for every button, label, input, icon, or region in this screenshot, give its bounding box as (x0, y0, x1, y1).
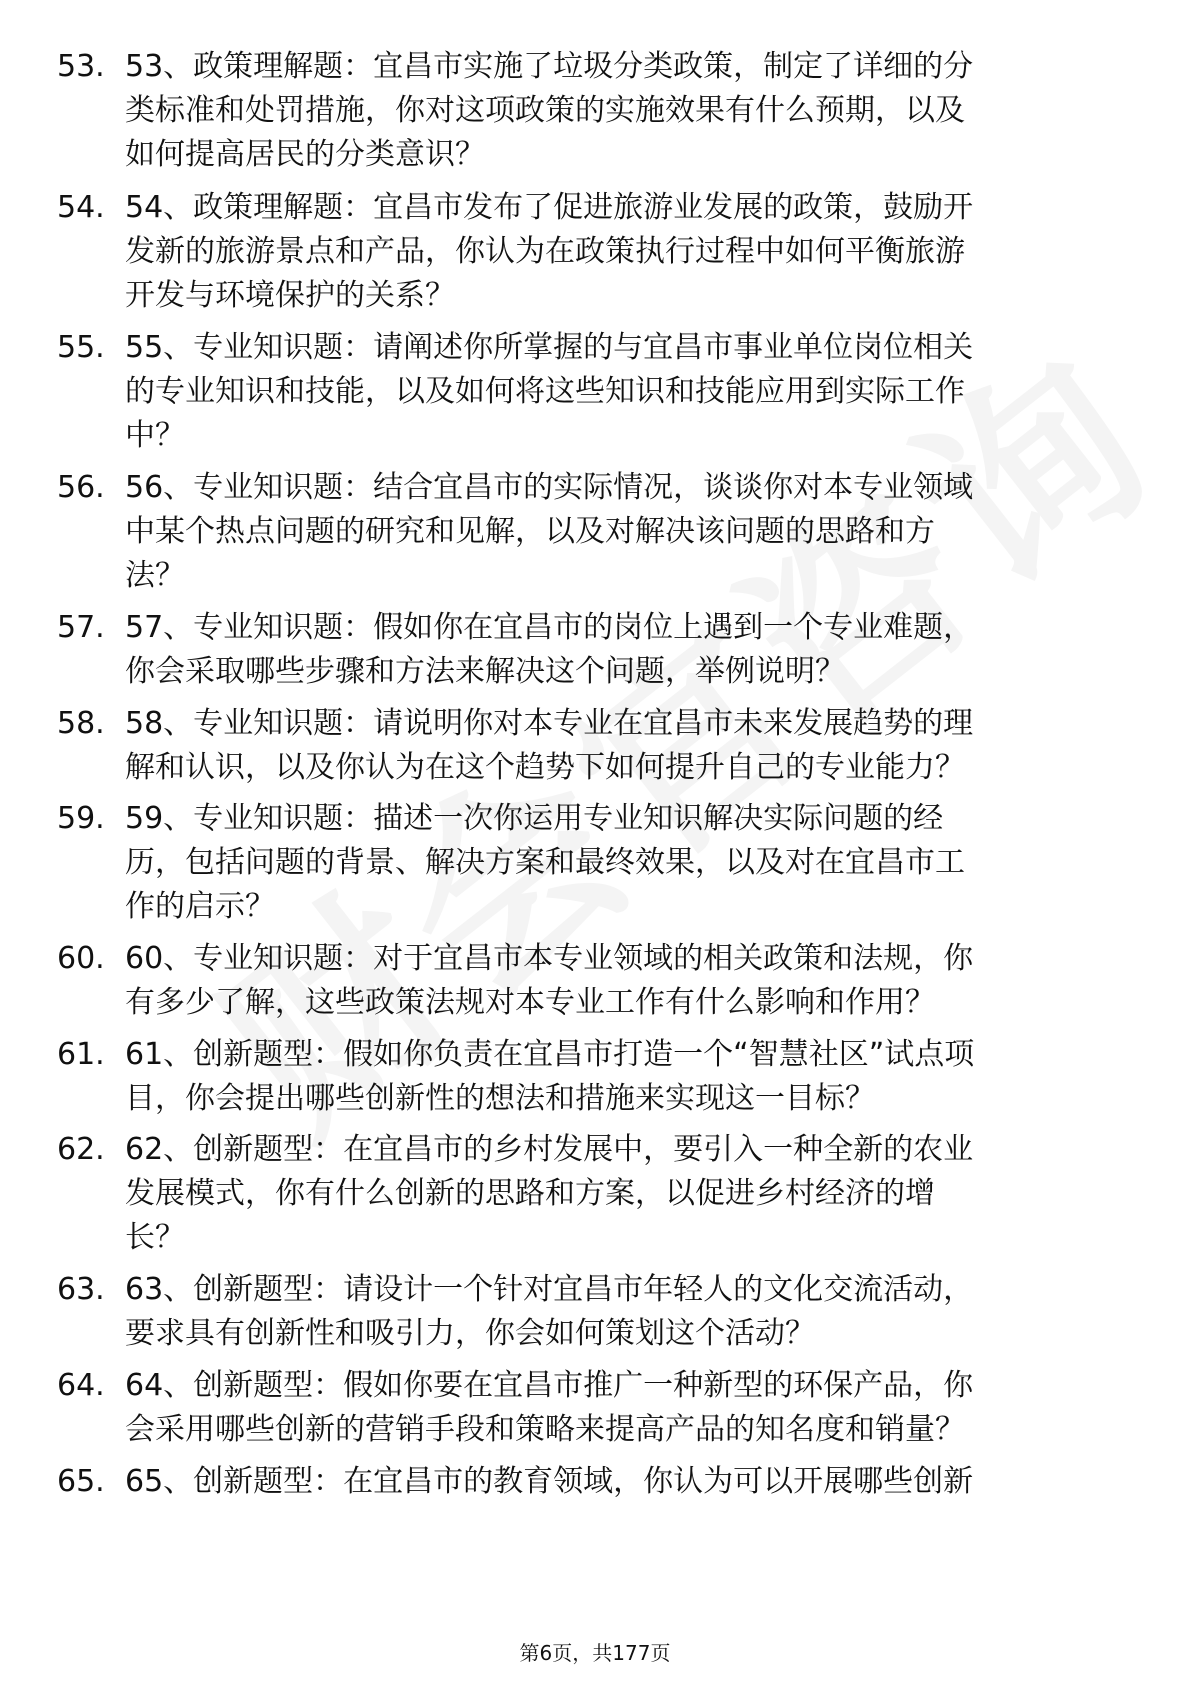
question-line: 的专业知识和技能，以及如何将这些知识和技能应用到实际工作 (125, 374, 965, 409)
question-line: 目，你会提出哪些创新性的想法和措施来实现这一目标？ (125, 1081, 875, 1116)
question-line: 作的启示？ (125, 889, 275, 924)
question-line: 开发与环境保护的关系？ (125, 278, 455, 313)
question-line: 65、创新题型：在宜昌市的教育领域，你认为可以开展哪些创新 (125, 1464, 974, 1499)
question-line: 64、创新题型：假如你要在宜昌市推广一种新型的环保产品，你 (125, 1368, 974, 1403)
question-line: 61、创新题型：假如你负责在宜昌市打造一个“智慧社区”试点项 (125, 1037, 975, 1072)
question-text (125, 797, 1115, 929)
question-text (125, 186, 1115, 318)
question-line: 53、政策理解题：宜昌市实施了垃圾分类政策，制定了详细的分 (125, 49, 974, 84)
question-text (125, 326, 1115, 458)
question-text (125, 1364, 1115, 1452)
question-line: 中某个热点问题的研究和见解，以及对解决该问题的思路和方 (125, 514, 935, 549)
question-number: 60. (57, 941, 105, 976)
question-text (125, 1460, 1115, 1504)
question-line: 类标准和处罚措施，你对这项政策的实施效果有什么预期，以及 (125, 93, 965, 128)
question-line: 59、专业知识题：描述一次你运用专业知识解决实际问题的经 (125, 801, 944, 836)
question-text (125, 1033, 1115, 1121)
question-line: 会采用哪些创新的营销手段和策略来提高产品的知名度和销量？ (125, 1412, 965, 1447)
question-line: 62、创新题型：在宜昌市的乡村发展中，要引入一种全新的农业 (125, 1132, 974, 1167)
question-line: 56、专业知识题：结合宜昌市的实际情况，谈谈你对本专业领域 (125, 470, 974, 505)
question-number: 63. (57, 1272, 105, 1307)
question-line: 要求具有创新性和吸引力，你会如何策划这个活动？ (125, 1316, 815, 1351)
question-number: 64. (57, 1368, 105, 1403)
question-number: 55. (57, 330, 105, 365)
question-text (125, 45, 1115, 177)
question-number: 58. (57, 706, 105, 741)
question-line: 历，包括问题的背景、解决方案和最终效果，以及对在宜昌市工 (125, 845, 965, 880)
question-text (125, 702, 1115, 790)
question-line: 法？ (125, 558, 185, 593)
question-number: 57. (57, 610, 105, 645)
question-line: 长？ (125, 1220, 185, 1255)
question-text (125, 466, 1115, 598)
question-line: 解和认识，以及你认为在这个趋势下如何提升自己的专业能力？ (125, 750, 965, 785)
question-line: 有多少了解，这些政策法规对本专业工作有什么影响和作用？ (125, 985, 935, 1020)
question-line: 54、政策理解题：宜昌市发布了促进旅游业发展的政策，鼓励开 (125, 190, 974, 225)
question-number: 56. (57, 470, 105, 505)
question-line: 发展模式，你有什么创新的思路和方案，以促进乡村经济的增 (125, 1176, 935, 1211)
page-number-footer: 第6页，共177页 (519, 1641, 671, 1665)
question-line: 如何提高居民的分类意识？ (125, 137, 485, 172)
question-text (125, 1128, 1115, 1260)
question-number: 59. (57, 801, 105, 836)
question-number: 65. (57, 1464, 105, 1499)
question-number: 54. (57, 190, 105, 225)
question-text (125, 1268, 1115, 1356)
question-number: 61. (57, 1037, 105, 1072)
question-line: 60、专业知识题：对于宜昌市本专业领域的相关政策和法规，你 (125, 941, 974, 976)
question-line: 58、专业知识题：请说明你对本专业在宜昌市未来发展趋势的理 (125, 706, 974, 741)
question-line: 中？ (125, 418, 185, 453)
question-text (125, 937, 1115, 1025)
question-line: 55、专业知识题：请阐述你所掌握的与宜昌市事业单位岗位相关 (125, 330, 974, 365)
question-number: 62. (57, 1132, 105, 1167)
question-line: 57、专业知识题：假如你在宜昌市的岗位上遇到一个专业难题， (125, 610, 974, 645)
question-line: 63、创新题型：请设计一个针对宜昌市年轻人的文化交流活动， (125, 1272, 974, 1307)
question-line: 发新的旅游景点和产品，你认为在政策执行过程中如何平衡旅游 (125, 234, 965, 269)
question-text (125, 606, 1115, 694)
question-number: 53. (57, 49, 105, 84)
question-line: 你会采取哪些步骤和方法来解决这个问题，举例说明？ (125, 654, 845, 689)
